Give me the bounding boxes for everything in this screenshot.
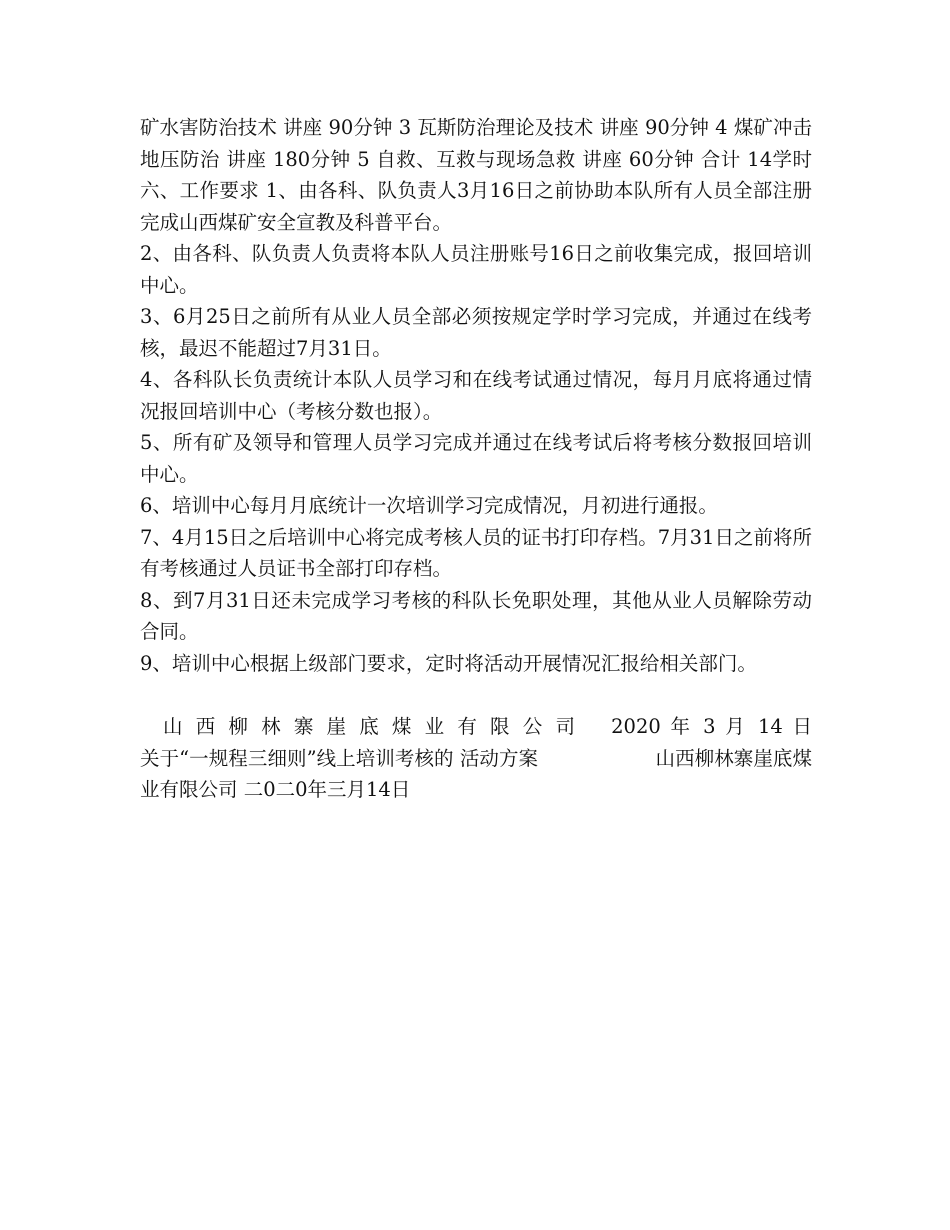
document-body <box>140 112 812 806</box>
paragraph-requirement-6: 6、培训中心每月月底统计一次培训学习完成情况，月初进行通报。 <box>140 494 718 517</box>
paragraph-requirement-9: 9、培训中心根据上级部门要求，定时将活动开展情况汇报给相关部门。 <box>140 651 757 675</box>
paragraph-requirement-8: 8、到7月31日还未完成学习考核的科队长免职处理，其他从业人员解除劳动合同。 <box>140 588 812 643</box>
signature-company-date: 山 西 柳 林 寨 崖 底 煤 业 有 限 公 司 2020 年 3 月 14 日 <box>140 715 812 738</box>
paragraph-requirement-7: 7、4月15日之后培训中心将完成考核人员的证书打印存档。7月31日之前将所有考核通过人员证书全部打印存档。 <box>140 525 812 580</box>
paragraph-requirement-3: 3、6月25日之前所有从业人员全部必须按规定学时学习完成，并通过在线考核，最迟不能超过7月31日。 <box>140 305 812 360</box>
paragraph-requirement-2: 2、由各科、队负责人负责将本队人员注册账号16日之前收集完成，报回培训中心。 <box>140 242 812 297</box>
blank-line <box>140 679 812 711</box>
paragraph-requirement-4: 4、各科队长负责统计本队人员学习和在线考试通过情况，每月月底将通过情况报回培训中心（考核分数也报）。 <box>140 368 812 423</box>
paragraph-training-schedule: 矿水害防治技术 讲座 90分钟 3 瓦斯防治理论及技术 讲座 90分钟 4 煤矿冲击地压防治 讲座 180分钟 5 自救、互救与现场急救 讲座 60分钟 合计 14学时 六、工作要求 1、由各科、队负责人3月16日之前协助本队所有人员全部注册完成山西煤矿安全宣教及科普平台。 <box>140 116 812 234</box>
paragraph-requirement-5: 5、所有矿及领导和管理人员学习完成并通过在线考试后将考核分数报回培训中心。 <box>140 431 812 486</box>
signature-title-company: 关于“一规程三细则”线上培训考核的 活动方案 山西柳林寨崖底煤业有限公司 二0二0年三月14日 <box>140 746 812 801</box>
